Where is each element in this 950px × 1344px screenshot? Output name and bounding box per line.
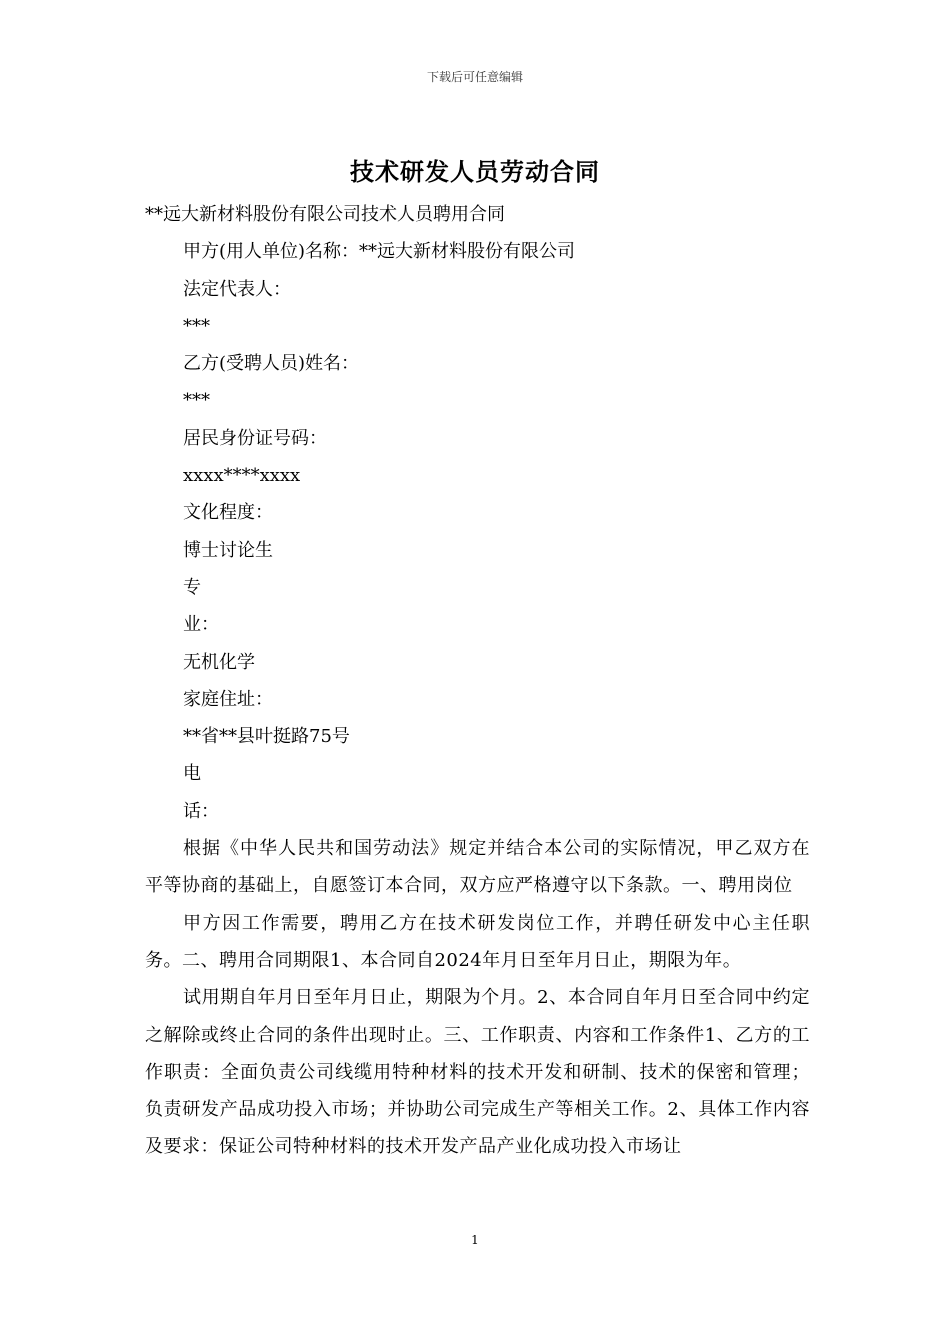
field-line: *** — [183, 390, 210, 412]
field-line: 乙方(受聘人员)姓名： — [183, 353, 360, 375]
field-line: 居民身份证号码： — [183, 427, 327, 449]
header-note: 下载后可任意编辑 — [426, 70, 523, 84]
field-line: xxxx****xxxx — [183, 465, 301, 487]
field-line: 专 — [183, 576, 201, 598]
field-line: *** — [183, 315, 210, 337]
paragraph: 根据《中华人民共和国劳动法》规定并结合本公司的实际情况，甲乙双方在平等协商的基础上，自愿签订本合同，双方应严格遵守以下条款。一、聘用岗位 — [145, 838, 810, 897]
field-line: 文化程度： — [183, 502, 273, 524]
field-line: **省**县叶挺路75号 — [183, 726, 350, 748]
document-body — [145, 196, 810, 1166]
paragraph: 甲方因工作需要，聘用乙方在技术研发岗位工作，并聘任研发中心主任职务。二、聘用合同期限1、本合同自2024年月日至年月日止，期限为年。 — [145, 912, 810, 971]
field-line: 业： — [183, 614, 219, 636]
document-title: 技术研发人员劳动合同 — [350, 157, 600, 186]
field-line: 法定代表人： — [183, 278, 291, 300]
field-line: 甲方(用人单位)名称：**远大新材料股份有限公司 — [183, 241, 576, 263]
page-number: 1 — [471, 1233, 479, 1247]
contract-subtitle: **远大新材料股份有限公司技术人员聘用合同 — [145, 204, 505, 225]
field-line: 话： — [183, 800, 219, 822]
field-line: 无机化学 — [183, 651, 255, 673]
field-line: 电 — [183, 763, 201, 785]
field-line: 博士讨论生 — [183, 539, 273, 561]
paragraph: 试用期自年月日至年月日止，期限为个月。2、本合同自年月日至合同中约定之解除或终止合同的条件出现时止。三、工作职责、内容和工作条件1、乙方的工作职责：全面负责公司线缆用特种材料的技术开发和研制、技术的保密和管理；负责研发产品成功投入市场；并协助公司完成生产等相关工作。2、具体工作内容及要求：保证公司特种材料的技术开发产品产业化成功投入市场让 — [145, 987, 810, 1158]
field-line: 家庭住址： — [183, 688, 273, 710]
